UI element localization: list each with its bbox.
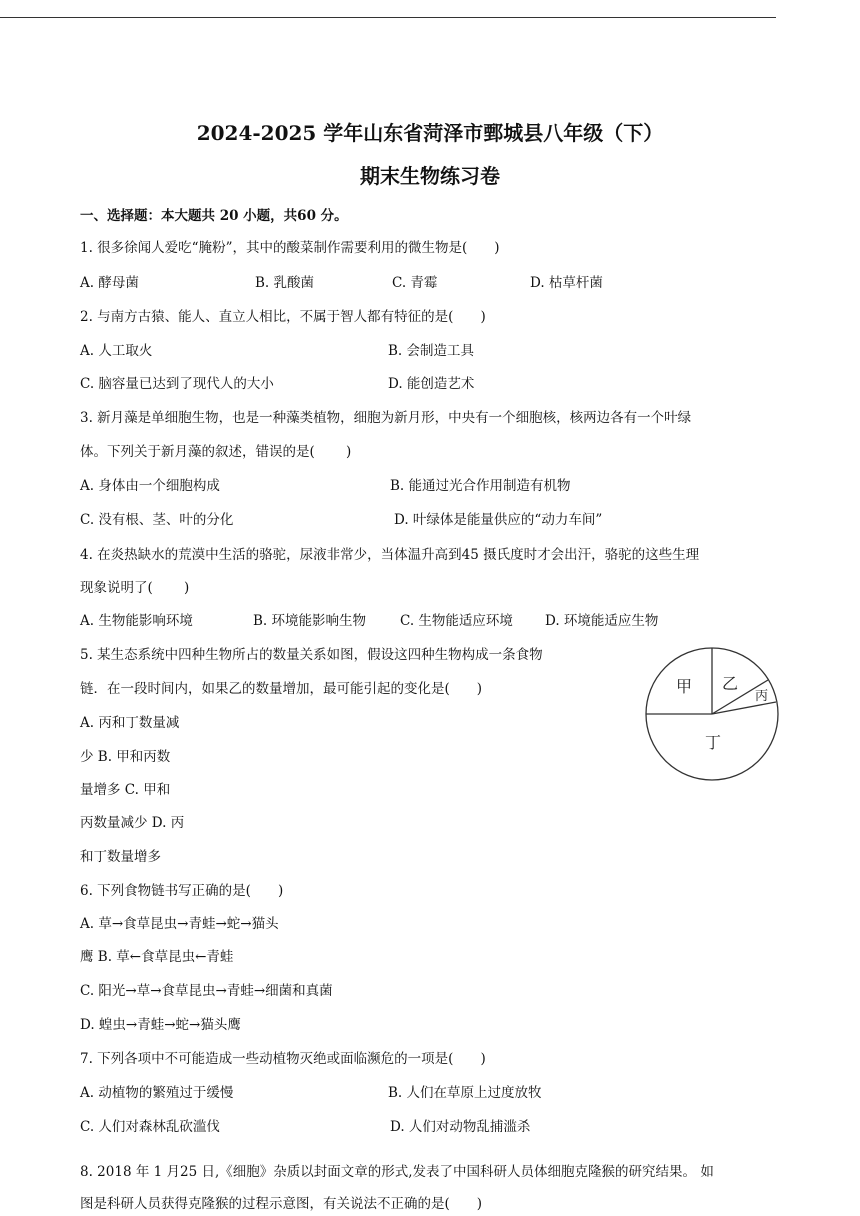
q4-option-d: D. 环境能适应生物 (545, 613, 659, 629)
q4-option-a: A. 生物能影响环境 (80, 613, 193, 629)
exam-title: 2024-2025 学年山东省菏泽市鄄城县八年级（下） (196, 121, 664, 145)
q7-option-d: D. 人们对动物乱捕滥杀 (390, 1119, 531, 1135)
q6-options-line-1: A. 草→食草昆虫→青蛙→蛇→猫头 (80, 916, 279, 932)
q7-option-c: C. 人们对森林乱砍滥伐 (80, 1119, 220, 1135)
q4-option-b: B. 环境能影响生物 (253, 613, 367, 629)
q7-option-a: A. 动植物的繁殖过于缓慢 (80, 1085, 234, 1101)
pie-label-bing: 丙 (755, 689, 769, 704)
header-rule (0, 17, 776, 18)
q2-option-d: D. 能创造艺术 (388, 376, 475, 392)
q1-option-d: D. 枯草杆菌 (530, 275, 603, 291)
q3-option-a: A. 身体由一个细胞构成 (80, 478, 220, 494)
q2-option-c: C. 脑容量已达到了现代人的大小 (80, 376, 274, 392)
question-4-stem-line-2: 现象说明了( ) (80, 580, 190, 596)
q2-option-a: A. 人工取火 (80, 343, 153, 359)
section-heading: 一、选择题：本大题共 20 小题，共60 分。 (80, 208, 348, 224)
question-7-stem: 7. 下列各项中不可能造成一些动植物灭绝或面临濒危的一项是( ) (80, 1051, 486, 1067)
pie-label-jia: 甲 (676, 677, 693, 696)
q3-option-d: D. 叶绿体是能量供应的“动力车间” (394, 512, 603, 528)
q5-options-line-5: 和丁数量增多 (80, 849, 161, 865)
q3-option-c: C. 没有根、茎、叶的分化 (80, 512, 234, 528)
q5-options-line-4: 丙数量减少 D. 丙 (80, 815, 185, 831)
question-8-stem-line-2: 图是科研人员获得克隆猴的过程示意图，有关说法不正确的是( ) (80, 1196, 483, 1212)
exam-subtitle: 期末生物练习卷 (360, 164, 500, 188)
q1-option-b: B. 乳酸菌 (255, 275, 315, 291)
question-5-stem-line-2: 链．在一段时间内，如果乙的数量增加，最可能引起的变化是( ) (80, 681, 483, 697)
question-3-stem-line-1: 3. 新月藻是单细胞生物，也是一种藻类植物，细胞为新月形，中央有一个细胞核，核两边各有一个叶绿 (80, 410, 692, 426)
q5-options-line-2: 少 B. 甲和丙数 (80, 749, 171, 765)
q6-options-line-2: 鹰 B. 草←食草昆虫←青蛙 (80, 949, 234, 965)
q5-options-line-1: A. 丙和丁数量减 (80, 715, 180, 731)
question-5-stem-line-1: 5. 某生态系统中四种生物所占的数量关系如图，假设这四种生物构成一条食物 (80, 647, 543, 663)
q5-options-line-3: 量增多 C. 甲和 (80, 782, 171, 798)
pie-label-ding: 丁 (705, 733, 722, 752)
q2-option-b: B. 会制造工具 (388, 343, 475, 359)
question-6-stem: 6. 下列食物链书写正确的是( ) (80, 883, 284, 899)
question-1-stem: 1. 很多徐闻人爱吃“腌粉”，其中的酸菜制作需要利用的微生物是( ) (80, 240, 500, 256)
q1-option-a: A. 酵母菌 (80, 275, 139, 291)
question-8-stem-line-1: 8. 2018 年 1 月25 日,《细胞》杂质以封面文章的形式,发表了中国科研人员体细胞克隆猴的研究结果。 如 (80, 1164, 714, 1180)
question-2-stem: 2. 与南方古猿、能人、直立人相比，不属于智人都有特征的是( ) (80, 309, 486, 325)
q6-options-line-3: C. 阳光→草→食草昆虫→青蛙→细菌和真菌 (80, 983, 333, 999)
question-3-stem-line-2: 体。下列关于新月藻的叙述，错误的是( ) (80, 444, 352, 460)
q6-options-line-4: D. 蝗虫→青蛙→蛇→猫头鹰 (80, 1017, 241, 1033)
population-pie-diagram (642, 642, 784, 784)
question-4-stem-line-1: 4. 在炎热缺水的荒漠中生活的骆驼，尿液非常少，当体温升高到45 摄氏度时才会出汗，骆驼的这些生理 (80, 547, 700, 563)
q4-option-c: C. 生物能适应环境 (400, 613, 513, 629)
pie-label-yi: 乙 (722, 674, 739, 693)
q1-option-c: C. 青霉 (392, 275, 438, 291)
q3-option-b: B. 能通过光合作用制造有机物 (390, 478, 571, 494)
q7-option-b: B. 人们在草原上过度放牧 (388, 1085, 542, 1101)
